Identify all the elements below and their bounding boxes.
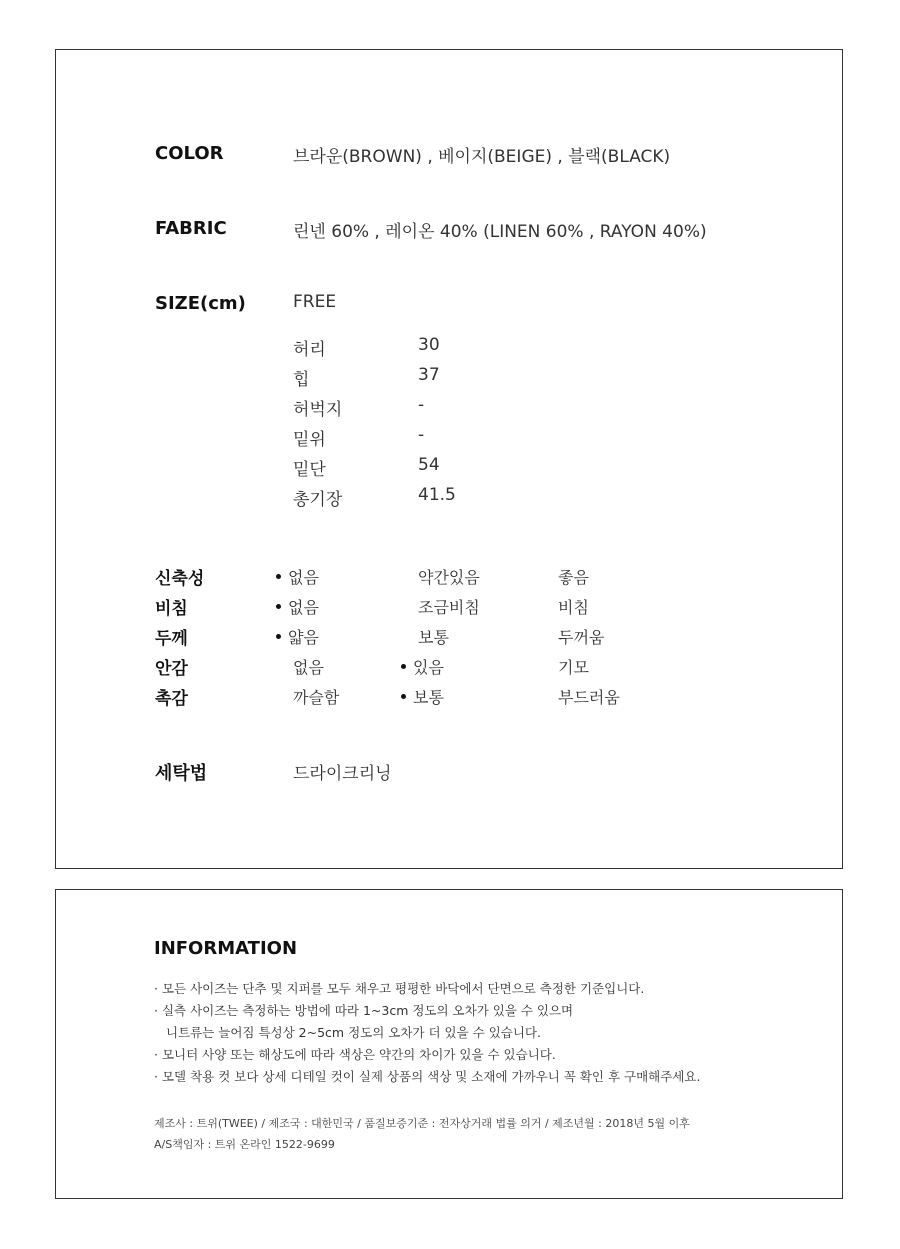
attribute-option-selected [401, 685, 444, 708]
selected-bullet-icon [276, 574, 281, 579]
fabric-label: FABRIC [155, 218, 227, 239]
selected-bullet-icon [401, 664, 406, 669]
attribute-option [558, 625, 604, 648]
size-row-value: 41.5 [418, 485, 456, 505]
attribute-option [293, 655, 324, 678]
attribute-option [293, 685, 339, 708]
attribute-option [418, 625, 449, 648]
attribute-option-text: 얇음 [288, 628, 319, 647]
size-row-name: 밑위 [293, 430, 326, 450]
size-row-name: 허벅지 [293, 400, 343, 420]
attribute-option-text: 조금비침 [418, 598, 480, 617]
info-title: INFORMATION [154, 938, 298, 959]
size-row-value: - [418, 425, 425, 445]
size-row-name: 힙 [293, 370, 310, 390]
attribute-option-selected [276, 565, 319, 588]
attribute-option [418, 565, 480, 588]
info-note: · 실측 사이즈는 측정하는 방법에 따라 1~3cm 정도의 오차가 있을 수 있으며 [154, 1003, 574, 1018]
manufacturer-info: 제조사 : 트위(TWEE) / 제조국 : 대한민국 / 품질보증기준 : 전자상거래 법률 의거 / 제조년월 : 2018년 5월 이후 [154, 1117, 690, 1130]
attribute-option-text: 까슬함 [293, 688, 340, 707]
product-spec-panel [55, 49, 843, 869]
size-row-name: 허리 [293, 340, 326, 360]
size-row-name: 밑단 [293, 460, 326, 480]
attribute-option-selected [276, 595, 319, 618]
as-contact-info: A/S책임자 : 트위 온라인 1522-9699 [154, 1138, 335, 1151]
attribute-label: 신축성 [155, 569, 205, 589]
attribute-option-text: 기모 [558, 658, 589, 677]
information-panel [55, 889, 843, 1199]
attribute-option-text: 없음 [293, 658, 324, 677]
attribute-label: 촉감 [155, 689, 188, 709]
attribute-label: 안감 [155, 659, 188, 679]
attribute-label: 두께 [155, 629, 188, 649]
size-value: FREE [293, 292, 337, 312]
selected-bullet-icon [401, 694, 406, 699]
attribute-option-text: 보통 [413, 688, 444, 707]
attribute-option-selected [276, 625, 319, 648]
attribute-option-text: 부드러움 [558, 688, 620, 707]
attribute-option-text: 두꺼움 [558, 628, 605, 647]
info-note: · 모니터 사양 또는 해상도에 따라 색상은 약간의 차이가 있을 수 있습니다. [154, 1047, 556, 1062]
attribute-option [558, 685, 620, 708]
attribute-option-text: 없음 [288, 598, 319, 617]
attribute-option [558, 655, 589, 678]
attribute-option [558, 595, 589, 618]
size-row-name: 총기장 [293, 490, 343, 510]
attribute-option-text: 보통 [418, 628, 449, 647]
attribute-option-text: 없음 [288, 568, 319, 587]
size-row-value: 54 [418, 455, 440, 475]
size-row-value: 30 [418, 335, 440, 355]
wash-value: 드라이크리닝 [293, 764, 392, 784]
attribute-label: 비침 [155, 599, 188, 619]
attribute-option-selected [401, 655, 444, 678]
size-row-value: 37 [418, 365, 440, 385]
size-label: SIZE(cm) [155, 293, 246, 314]
color-label: COLOR [155, 143, 224, 164]
wash-label: 세탁법 [155, 763, 208, 784]
info-note: · 모든 사이즈는 단추 및 지퍼를 모두 채우고 평평한 바닥에서 단면으로 측정한 기준입니다. [154, 981, 645, 996]
info-note: · 모델 착용 컷 보다 상세 디테일 컷이 실제 상품의 색상 및 소재에 가까우니 꼭 확인 후 구매해주세요. [154, 1069, 701, 1084]
attribute-option-text: 약간있음 [418, 568, 480, 587]
size-row-value: - [418, 395, 425, 415]
info-note: 니트류는 늘어짐 특성상 2~5cm 정도의 오차가 더 있을 수 있습니다. [166, 1025, 541, 1040]
fabric-value: 린넨 60% , 레이온 40% (LINEN 60% , RAYON 40%) [293, 222, 707, 242]
selected-bullet-icon [276, 634, 281, 639]
color-value: 브라운(BROWN) , 베이지(BEIGE) , 블랙(BLACK) [293, 147, 671, 167]
attribute-option-text: 있음 [413, 658, 444, 677]
selected-bullet-icon [276, 604, 281, 609]
attribute-option [558, 565, 589, 588]
attribute-option-text: 비침 [558, 598, 589, 617]
attribute-option [418, 595, 480, 618]
attribute-option-text: 좋음 [558, 568, 589, 587]
